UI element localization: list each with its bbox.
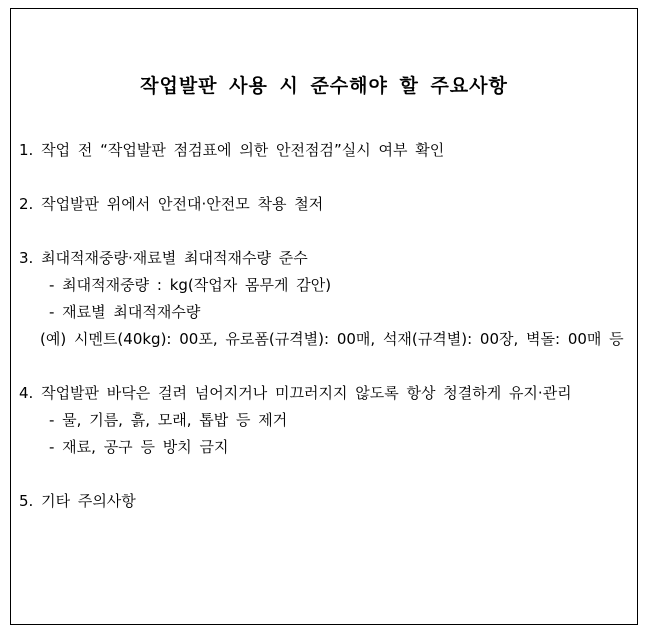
- item-4-sub-1: - 물, 기름, 흙, 모래, 톱밥 등 제거: [49, 411, 288, 429]
- item-1: 1. 작업 전 “작업발판 점검표에 의한 안전점검”실시 여부 확인: [19, 141, 445, 159]
- item-3-sub-1: - 최대적재중량 : kg(작업자 몸무게 감안): [49, 276, 332, 294]
- item-3-example: (예) 시멘트(40kg): 00포, 유로폼(규격별): 00매, 석재(규격별): 00장, 벽돌: 00매 등: [40, 330, 624, 348]
- notice-title: 작업발판 사용 시 준수해야 할 주요사항: [140, 75, 508, 97]
- notice-frame: [10, 8, 638, 625]
- item-2: 2. 작업발판 위에서 안전대·안전모 착용 철저: [19, 195, 324, 213]
- item-3-sub-2: - 재료별 최대적재수량: [49, 303, 201, 321]
- item-5: 5. 기타 주의사항: [19, 492, 136, 510]
- item-4: 4. 작업발판 바닥은 걸려 넘어지거나 미끄러지지 않도록 항상 청결하게 유지·관리: [19, 384, 572, 402]
- item-4-sub-2: - 재료, 공구 등 방치 금지: [49, 438, 229, 456]
- item-3: 3. 최대적재중량·재료별 최대적재수량 준수: [19, 249, 308, 267]
